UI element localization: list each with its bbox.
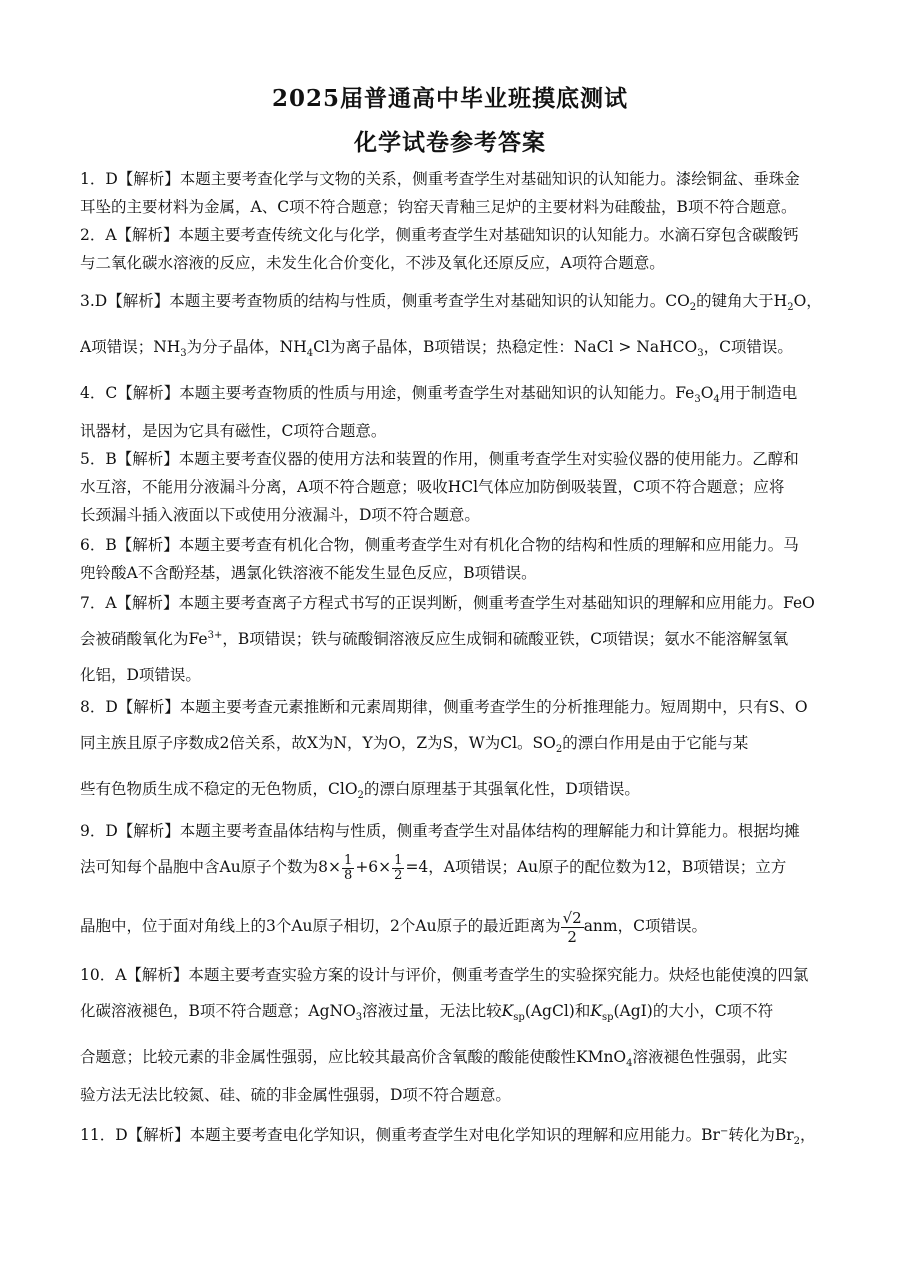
subscript: 2 bbox=[689, 302, 697, 312]
answer-7-line-3: 化铝，D项错误。 bbox=[80, 666, 201, 684]
subscript: 3 bbox=[697, 348, 704, 358]
answer-7-line-2 bbox=[80, 628, 830, 650]
text: ，B项错误；铁与硫酸铜溶液反应生成铜和硫酸亚铁，C项错误；氨水不能溶解氢氧 bbox=[222, 630, 789, 648]
text: 的漂白原理基于其强氧化性，D项错误。 bbox=[363, 780, 640, 798]
text: 4．C【解析】本题主要考查物质的性质与用途，侧重考查学生对基础知识的认知能力。Fe bbox=[80, 384, 695, 402]
text: O， bbox=[793, 292, 822, 310]
text: 合题意；比较元素的非金属性强弱，应比较其最高价含氧酸的酸能使酸性KMnO bbox=[80, 1048, 627, 1066]
answer-10-line-3 bbox=[80, 1046, 830, 1068]
answer-8-line-1: 8．D【解析】本题主要考查元素推断和元素周期律，侧重考查学生的分析推理能力。短周期中，只有S、O bbox=[80, 698, 808, 716]
text: 法可知每个晶胞中含Au原子个数为8× bbox=[80, 858, 342, 876]
text: 转化为Br bbox=[728, 1126, 794, 1144]
answer-1-line-1: 1．D【解析】本题主要考查化学与文物的关系，侧重考查学生对基础知识的认知能力。漆绘铜盆、垂珠金 bbox=[80, 170, 800, 188]
text: 化碳溶液褪色，B项不符合题意；AgNO bbox=[80, 1002, 356, 1020]
subscript: 3 bbox=[694, 394, 701, 404]
text: anm，C项错误。 bbox=[583, 917, 707, 935]
answer-6-line-2: 兜铃酸A不含酚羟基，遇氯化铁溶液不能发生显色反应，B项错误。 bbox=[80, 564, 537, 582]
text: 会被硝酸氧化为Fe bbox=[80, 630, 208, 648]
answer-3-line-2 bbox=[80, 336, 830, 358]
answer-9-line-1: 9．D【解析】本题主要考查晶体结构与性质，侧重考查学生对晶体结构的理解能力和计算能力。根据均摊 bbox=[80, 822, 800, 840]
numerator: 1 bbox=[394, 852, 403, 868]
text: ，C项错误。 bbox=[703, 338, 793, 356]
text: 晶胞中，位于面对角线上的3个Au原子相切，2个Au原子的最近距离为 bbox=[80, 917, 561, 935]
answer-6-line-1: 6．B【解析】本题主要考查有机化合物，侧重考查学生对有机化合物的结构和性质的理解和应用能力。马 bbox=[80, 536, 799, 554]
ksp-symbol: K bbox=[501, 1002, 514, 1020]
subscript: 4 bbox=[306, 348, 314, 358]
text: 些有色物质生成不稳定的无色物质，ClO bbox=[80, 780, 358, 798]
text: 用于制造电 bbox=[719, 384, 798, 402]
superscript: − bbox=[719, 1125, 729, 1137]
page-subtitle: 化学试卷参考答案 bbox=[354, 129, 546, 156]
subscript: 2 bbox=[555, 744, 563, 754]
fraction-sqrt2-over-2 bbox=[561, 909, 584, 946]
answer-4-line-1 bbox=[80, 382, 830, 404]
answer-2-line-2: 与二氧化碳水溶液的反应，未发生化合价变化，不涉及氧化还原反应，A项符合题意。 bbox=[80, 254, 665, 272]
denominator: 2 bbox=[394, 867, 403, 883]
answer-4-line-2: 讯器材，是因为它具有磁性，C项符合题意。 bbox=[80, 422, 387, 440]
fraction-one-eighth bbox=[342, 854, 354, 883]
subscript: 2 bbox=[793, 1136, 801, 1146]
ksp-symbol: K bbox=[590, 1002, 602, 1020]
text: (AgI)的大小，C项不符 bbox=[613, 1002, 774, 1020]
denominator: 8 bbox=[344, 867, 353, 883]
answer-10-line-4: 验方法无法比较氮、硅、硫的非金属性强弱，D项不符合题意。 bbox=[80, 1086, 511, 1104]
answer-3-line-1 bbox=[80, 290, 830, 312]
text: O bbox=[700, 384, 714, 402]
subscript: sp bbox=[601, 1012, 614, 1022]
subscript: 2 bbox=[787, 302, 794, 312]
answer-11-line-1 bbox=[80, 1124, 830, 1146]
text: +6× bbox=[355, 858, 392, 876]
answer-5-line-3: 长颈漏斗插入液面以下或使用分液漏斗，D项不符合题意。 bbox=[80, 506, 480, 524]
answer-10-line-1: 10．A【解析】本题主要考查实验方案的设计与评价，侧重考查学生的实验探究能力。炔烃也能使溴的四氯 bbox=[80, 966, 809, 984]
text: =4，A项错误；Au原子的配位数为12，B项错误；立方 bbox=[405, 858, 787, 876]
fraction-one-half bbox=[392, 854, 404, 883]
text: A项错误；NH bbox=[80, 338, 181, 356]
answer-7-line-1: 7．A【解析】本题主要考查离子方程式书写的正误判断，侧重考查学生对基础知识的理解和应用能力。FeO bbox=[80, 594, 815, 612]
subscript: 2 bbox=[357, 790, 364, 800]
subscript: 3 bbox=[180, 348, 187, 358]
answer-10-line-2 bbox=[80, 1000, 830, 1022]
answer-9-line-2 bbox=[80, 852, 830, 883]
text: 3.D【解析】本题主要考查物质的结构与性质，侧重考查学生对基础知识的认知能力。CO bbox=[80, 292, 690, 310]
answer-8-line-3 bbox=[80, 778, 830, 800]
answer-5-line-2: 水互溶，不能用分液漏斗分离，A项不符合题意；吸收HCl气体应加防倒吸装置，C项不符合题意；应将 bbox=[80, 478, 785, 496]
subscript: 4 bbox=[626, 1058, 633, 1068]
text: 溶液褪色性强弱，此实 bbox=[632, 1048, 788, 1066]
subscript: 3 bbox=[355, 1012, 363, 1022]
text: 的漂白作用是由于它能与某 bbox=[562, 734, 749, 752]
text: 的键角大于H bbox=[696, 292, 788, 310]
page-title: 2025届普通高中毕业班摸底测试 bbox=[271, 85, 628, 112]
answer-2-line-1: 2．A【解析】本题主要考查传统文化与化学，侧重考查学生对基础知识的认知能力。水滴石穿包含碳酸钙 bbox=[80, 226, 799, 244]
answer-1-line-2: 耳坠的主要材料为金属，A、C项不符合题意；钧窑天青釉三足炉的主要材料为硅酸盐，B项不符合题意。 bbox=[80, 198, 797, 216]
text: (AgCl)和 bbox=[524, 1002, 591, 1020]
subscript: 4 bbox=[713, 394, 720, 404]
text: 同主族且原子序数成2倍关系，故X为N，Y为O，Z为S，W为Cl。SO bbox=[80, 734, 556, 752]
numerator: 1 bbox=[344, 852, 353, 868]
numerator: √2 bbox=[562, 908, 582, 927]
text: ， bbox=[800, 1126, 816, 1144]
text: 为分子晶体，NH bbox=[186, 338, 307, 356]
text: 溶液过量，无法比较 bbox=[362, 1002, 502, 1020]
answer-9-line-3 bbox=[80, 906, 830, 946]
denominator: 2 bbox=[567, 927, 577, 946]
subscript: sp bbox=[513, 1012, 525, 1022]
superscript: 3+ bbox=[207, 629, 223, 641]
text: 11．D【解析】本题主要考查电化学知识，侧重考查学生对电化学知识的理解和应用能力。Br bbox=[80, 1126, 720, 1144]
answer-5-line-1: 5．B【解析】本题主要考查仪器的使用方法和装置的作用，侧重考查学生对实验仪器的使用能力。乙醇和 bbox=[80, 450, 799, 468]
answer-8-line-2 bbox=[80, 732, 830, 754]
text: Cl为离子晶体，B项错误；热稳定性：NaCl > NaHCO bbox=[313, 338, 698, 356]
